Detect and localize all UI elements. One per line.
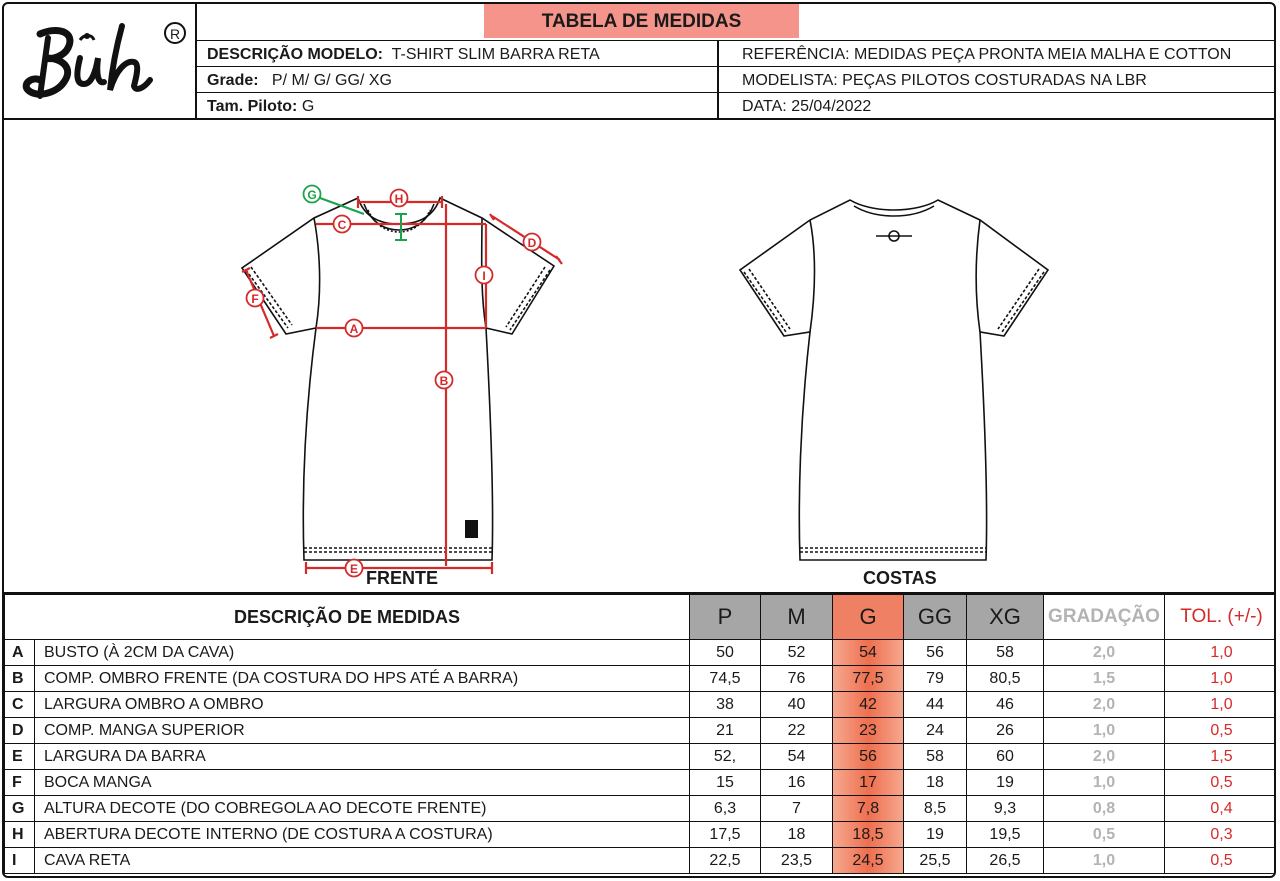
header xyxy=(4,4,1276,120)
svg-text:F: F xyxy=(251,292,259,306)
size-header-m: M xyxy=(761,595,833,640)
cell-size-g: 77,5 xyxy=(833,666,904,692)
garment-figure xyxy=(4,120,1276,592)
svg-text:C: C xyxy=(337,218,347,232)
cell-size-m: 7 xyxy=(761,796,833,822)
cell-size-m: 52 xyxy=(761,640,833,666)
table-header-row xyxy=(5,595,1277,640)
sheet-title: TABELA DE MEDIDAS xyxy=(484,4,799,38)
data-date: DATA: 25/04/2022 xyxy=(742,98,872,115)
cell-size-gg: 44 xyxy=(904,692,967,718)
back-tshirt xyxy=(740,200,1048,560)
cell-size-xg: 80,5 xyxy=(967,666,1044,692)
table-row xyxy=(5,666,1277,692)
cell-size-xg: 19,5 xyxy=(967,822,1044,848)
cell-size-m: 16 xyxy=(761,770,833,796)
marker-e xyxy=(346,560,363,577)
cell-size-g: 7,8 xyxy=(833,796,904,822)
size-header-gg: GG xyxy=(904,595,967,640)
cell-size-p: 22,5 xyxy=(690,848,761,874)
cell-tolerancia: 0,4 xyxy=(1165,796,1277,822)
marker-g xyxy=(304,186,321,203)
cell-size-m: 22 xyxy=(761,718,833,744)
header-row-tam xyxy=(197,92,1276,118)
cell-size-xg: 9,3 xyxy=(967,796,1044,822)
table-row xyxy=(5,822,1277,848)
cell-size-g: 23 xyxy=(833,718,904,744)
cell-size-p: 21 xyxy=(690,718,761,744)
cell-gradacao: 1,5 xyxy=(1044,666,1165,692)
cell-size-m: 40 xyxy=(761,692,833,718)
measurement-table xyxy=(4,592,1276,874)
cell-tolerancia: 1,0 xyxy=(1165,666,1277,692)
cell-tolerancia: 0,5 xyxy=(1165,718,1277,744)
table-row xyxy=(5,744,1277,770)
marker-h xyxy=(391,190,408,207)
cell-tolerancia: 0,5 xyxy=(1165,848,1277,874)
cell-size-xg: 58 xyxy=(967,640,1044,666)
cell-size-p: 52, xyxy=(690,744,761,770)
cell-tolerancia: 1,0 xyxy=(1165,692,1277,718)
cell-size-g: 42 xyxy=(833,692,904,718)
svg-text:B: B xyxy=(439,374,449,388)
cell-gradacao: 1,0 xyxy=(1044,718,1165,744)
grad-header: GRADAÇÃO xyxy=(1044,595,1165,640)
table-row xyxy=(5,692,1277,718)
size-header-xg: XG xyxy=(967,595,1044,640)
marker-i xyxy=(476,267,493,284)
cell-size-p: 15 xyxy=(690,770,761,796)
row-description: CAVA RETA xyxy=(35,848,690,874)
tol-header: TOL. (+/-) xyxy=(1165,595,1277,640)
table-row xyxy=(5,848,1277,874)
buh-logo-icon xyxy=(18,18,168,108)
row-letter: F xyxy=(5,770,35,796)
row-letter: G xyxy=(5,796,35,822)
cell-size-gg: 79 xyxy=(904,666,967,692)
cell-gradacao: 2,0 xyxy=(1044,692,1165,718)
svg-text:H: H xyxy=(394,192,404,206)
tam-value: G xyxy=(301,98,315,115)
cell-size-m: 18 xyxy=(761,822,833,848)
cell-size-xg: 26 xyxy=(967,718,1044,744)
measurement-lines xyxy=(242,196,562,574)
cell-tolerancia: 1,0 xyxy=(1165,640,1277,666)
row-description: LARGURA DA BARRA xyxy=(35,744,690,770)
marker-c xyxy=(334,216,351,233)
row-letter: A xyxy=(5,640,35,666)
desc-header: DESCRIÇÃO DE MEDIDAS xyxy=(5,595,690,640)
cell-tolerancia: 0,3 xyxy=(1165,822,1277,848)
tam-label: Tam. Piloto: xyxy=(207,98,298,115)
spec-sheet xyxy=(2,2,1276,878)
row-letter: D xyxy=(5,718,35,744)
svg-text:I: I xyxy=(482,269,486,283)
cell-size-g: 56 xyxy=(833,744,904,770)
size-header-p: P xyxy=(690,595,761,640)
modelista: MODELISTA: PEÇAS PILOTOS COSTURADAS NA LBR xyxy=(742,72,1147,89)
cell-size-p: 38 xyxy=(690,692,761,718)
back-label: COSTAS xyxy=(863,568,937,588)
marker-f xyxy=(247,290,264,307)
cell-size-gg: 24 xyxy=(904,718,967,744)
cell-gradacao: 1,0 xyxy=(1044,770,1165,796)
descricao-value: T-SHIRT SLIM BARRA RETA xyxy=(391,46,600,63)
grade-value: P/ M/ G/ GG/ XG xyxy=(271,72,392,89)
row-letter: H xyxy=(5,822,35,848)
cell-size-gg: 25,5 xyxy=(904,848,967,874)
header-row-descricao xyxy=(197,40,1276,66)
cell-size-gg: 19 xyxy=(904,822,967,848)
row-letter: I xyxy=(5,848,35,874)
tshirt-drawing xyxy=(4,120,1276,592)
cell-size-g: 24,5 xyxy=(833,848,904,874)
row-description: BOCA MANGA xyxy=(35,770,690,796)
label-tag xyxy=(465,520,478,538)
cell-size-gg: 58 xyxy=(904,744,967,770)
row-letter: E xyxy=(5,744,35,770)
table-row xyxy=(5,718,1277,744)
row-letter: B xyxy=(5,666,35,692)
svg-text:E: E xyxy=(349,562,359,576)
size-header-g: G xyxy=(833,595,904,640)
row-letter: C xyxy=(5,692,35,718)
svg-text:G: G xyxy=(307,188,317,202)
table-row xyxy=(5,770,1277,796)
svg-text:A: A xyxy=(349,322,359,336)
cell-size-m: 23,5 xyxy=(761,848,833,874)
cell-tolerancia: 1,5 xyxy=(1165,744,1277,770)
svg-text:D: D xyxy=(527,236,537,250)
header-row-grade xyxy=(197,66,1276,92)
cell-size-p: 6,3 xyxy=(690,796,761,822)
cell-size-m: 76 xyxy=(761,666,833,692)
cell-size-gg: 56 xyxy=(904,640,967,666)
cell-size-gg: 18 xyxy=(904,770,967,796)
cell-size-g: 17 xyxy=(833,770,904,796)
row-description: ALTURA DECOTE (DO COBREGOLA AO DECOTE FRENTE) xyxy=(35,796,690,822)
table-row xyxy=(5,796,1277,822)
marker-d xyxy=(524,234,541,251)
cell-gradacao: 1,0 xyxy=(1044,848,1165,874)
cell-size-g: 18,5 xyxy=(833,822,904,848)
cell-size-xg: 26,5 xyxy=(967,848,1044,874)
cell-size-xg: 46 xyxy=(967,692,1044,718)
descricao-label: DESCRIÇÃO MODELO: xyxy=(207,46,383,63)
cell-size-m: 54 xyxy=(761,744,833,770)
row-description: LARGURA OMBRO A OMBRO xyxy=(35,692,690,718)
cell-gradacao: 2,0 xyxy=(1044,640,1165,666)
cell-gradacao: 2,0 xyxy=(1044,744,1165,770)
row-description: ABERTURA DECOTE INTERNO (DE COSTURA A COSTURA) xyxy=(35,822,690,848)
row-description: BUSTO (À 2CM DA CAVA) xyxy=(35,640,690,666)
row-description: COMP. MANGA SUPERIOR xyxy=(35,718,690,744)
cell-size-g: 54 xyxy=(833,640,904,666)
referencia: REFERÊNCIA: MEDIDAS PEÇA PRONTA MEIA MALHA E COTTON xyxy=(742,46,1232,63)
cell-tolerancia: 0,5 xyxy=(1165,770,1277,796)
table-row xyxy=(5,640,1277,666)
cell-size-xg: 19 xyxy=(967,770,1044,796)
cell-size-p: 17,5 xyxy=(690,822,761,848)
cell-gradacao: 0,5 xyxy=(1044,822,1165,848)
cell-gradacao: 0,8 xyxy=(1044,796,1165,822)
front-tshirt xyxy=(242,198,554,560)
marker-b xyxy=(436,372,453,389)
cell-size-gg: 8,5 xyxy=(904,796,967,822)
front-label: FRENTE xyxy=(366,568,438,588)
row-description: COMP. OMBRO FRENTE (DA COSTURA DO HPS ATÉ A BARRA) xyxy=(35,666,690,692)
cell-size-xg: 60 xyxy=(967,744,1044,770)
cell-size-p: 50 xyxy=(690,640,761,666)
grade-label: Grade: xyxy=(207,72,259,89)
registered-mark: R xyxy=(164,22,186,44)
cell-size-p: 74,5 xyxy=(690,666,761,692)
brand-logo xyxy=(4,4,197,118)
marker-a xyxy=(346,320,363,337)
